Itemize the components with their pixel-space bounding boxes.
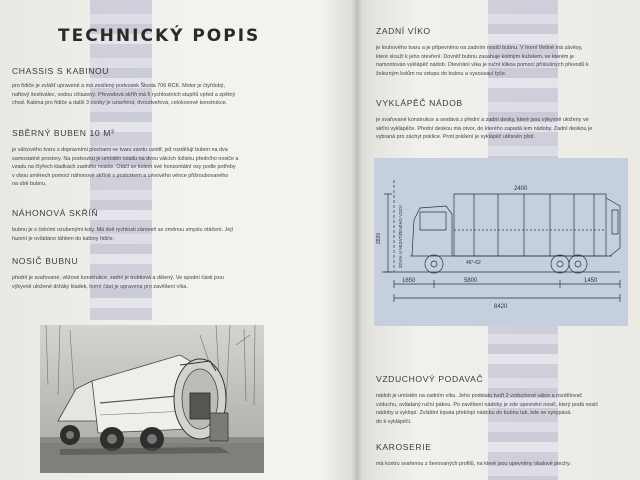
text-line: skříni vyklápěče. Přední deskou má otvor, do kterého zapadá lem nádoby. Zadní deskou je	[376, 125, 593, 132]
heading-body: KAROSERIE	[376, 442, 432, 452]
heading-drum-support: NOSIČ BUBNU	[12, 256, 79, 266]
text-line: přední je svařované, věžové konstrukce, zadní je trubková a dělený. Ve spodní části jsou	[12, 275, 224, 281]
dim-label-1650: 1650	[402, 278, 416, 284]
text-line: pro řidiče je zvlášť upravené a má zesílený podvozek Škoda 706 RCK. Motor je čtyřdobý,	[12, 83, 225, 89]
text-line: do k vyklápěči.	[376, 418, 412, 425]
text-line: namontován vyklápěč nádob. Otevírání víka je ruční klikou pomocí příslušných převodů k	[376, 62, 589, 69]
text-line: na obě bubnu.	[12, 181, 47, 188]
heading-rear-cover: ZADNÍ VÍKO	[376, 26, 431, 36]
text-line: železným kolům na vstupu do bubnu a vysouvací tyče.	[376, 70, 507, 77]
text-line: má kostru svařenou z ševovaných profilů, na které jsou upevněny obalové plechy.	[376, 461, 571, 467]
paragraph-chassis	[12, 82, 272, 108]
page-title: TECHNICKÝ POPIS	[58, 26, 261, 46]
heading-chassis: CHASSIS S KABINOU	[12, 66, 110, 76]
text-line: výkyvně uložené držáky kladek, horní část je upravena pro zavěšení víka.	[12, 283, 188, 290]
dim-label-2400: 2400	[514, 186, 528, 192]
book-spine	[352, 0, 362, 480]
paragraph-body	[376, 460, 630, 469]
text-line: je válcového tvaru s dopravními plochami ve tvaru závitu uvnitř, jež rozdělují buben na dva	[12, 147, 228, 153]
text-line: samostatné prostory. Na podvozku je umístěn vzadu na dvou válcích ložisku předního nosiče a	[12, 155, 239, 162]
text-line: nádoby a vyklopí. Zvláštní lopata překlopí nádobu do bubnu tak, kde se vysypává.	[376, 410, 572, 417]
text-line: vybraná pro záchyt poklice. Proti prášení je vyklápěč utěsněn plstí.	[376, 134, 536, 141]
heading-air-feeder: VZDUCHOVÝ PODAVAČ	[376, 374, 484, 384]
heading-drive-box: NÁHONOVÁ SKŘÍŇ	[12, 208, 99, 218]
paragraph-rear-cover	[376, 44, 630, 78]
dim-label-1450: 1450	[584, 278, 598, 284]
truck-side-elevation	[374, 158, 628, 326]
text-line: nádob je umístěn na zadním víku. Jeho podstatu tvoří 2 vzduchové válce a rozdělovač	[376, 393, 583, 399]
text-line: řazení je ovládáno táhlem do kabiny řidiče.	[12, 235, 115, 242]
text-line: bubnu je s čelními ozubenými koly. Má dvě rychlosti zároveň se změnou smyslu otáčení. Její	[12, 227, 234, 233]
text-line: vzadu na čtyřech kladkách zadního nosiče. Otáčí se kolem své horizontální osy podle potřeby	[12, 164, 236, 171]
paragraph-drive-box	[12, 226, 272, 243]
vehicle-photo	[40, 325, 264, 473]
dim-label-5800: 5800	[464, 278, 478, 284]
text-line: je svařované konstrukce a sestává z přední a zadní desky, které jsou výkyvně uloženy ve	[376, 117, 589, 123]
paragraph-drum-support	[12, 274, 272, 291]
vehicle-photo-drawing	[40, 325, 264, 473]
heading-drum: SBĚRNÝ BUBEN 10 M³	[12, 128, 115, 138]
technical-drawing	[374, 158, 628, 326]
dim-label-8420: 8420	[494, 304, 508, 310]
text-line: je kruhového tvaru a je připevněno na zadním nosiči bubnu. V horní třetině má závěsy,	[376, 45, 583, 51]
dim-label-angle: 46°-62	[466, 260, 481, 266]
vertical-note: ZDVIH U NEZATÍŽENÉHO VOZU	[398, 205, 403, 268]
paragraph-drum	[12, 146, 272, 189]
paragraph-air-feeder	[376, 392, 630, 426]
paragraph-bin-tipper	[376, 116, 630, 142]
dim-label-height: 2820	[376, 232, 382, 244]
text-line: naftový šestiválec, vodou chlazený. Převodová skříň má 5 rychlostních stupňů vpřed a zpětný	[12, 91, 236, 98]
text-line: v obou směrech pomocí náhonové skříně s postorkem a cévového věnce přišroubovaného	[12, 172, 229, 179]
heading-bin-tipper: VYKLÁPĚČ NÁDOB	[376, 98, 463, 108]
text-line: chod. Kabina pro řidiče a další 3 osoby je uzavřená, dvoudveřová, celokovové konstrukce.	[12, 100, 228, 107]
text-line: vzduchu, ovládaný ruční pákou. Po zavěšení nádoby je zde upevnění nosič, který podá nosič	[376, 401, 599, 408]
text-line: které slouží k jeho otevření. Dovnitř bubnu zasahuje kolmým kuželem, ve kterém je	[376, 53, 575, 60]
